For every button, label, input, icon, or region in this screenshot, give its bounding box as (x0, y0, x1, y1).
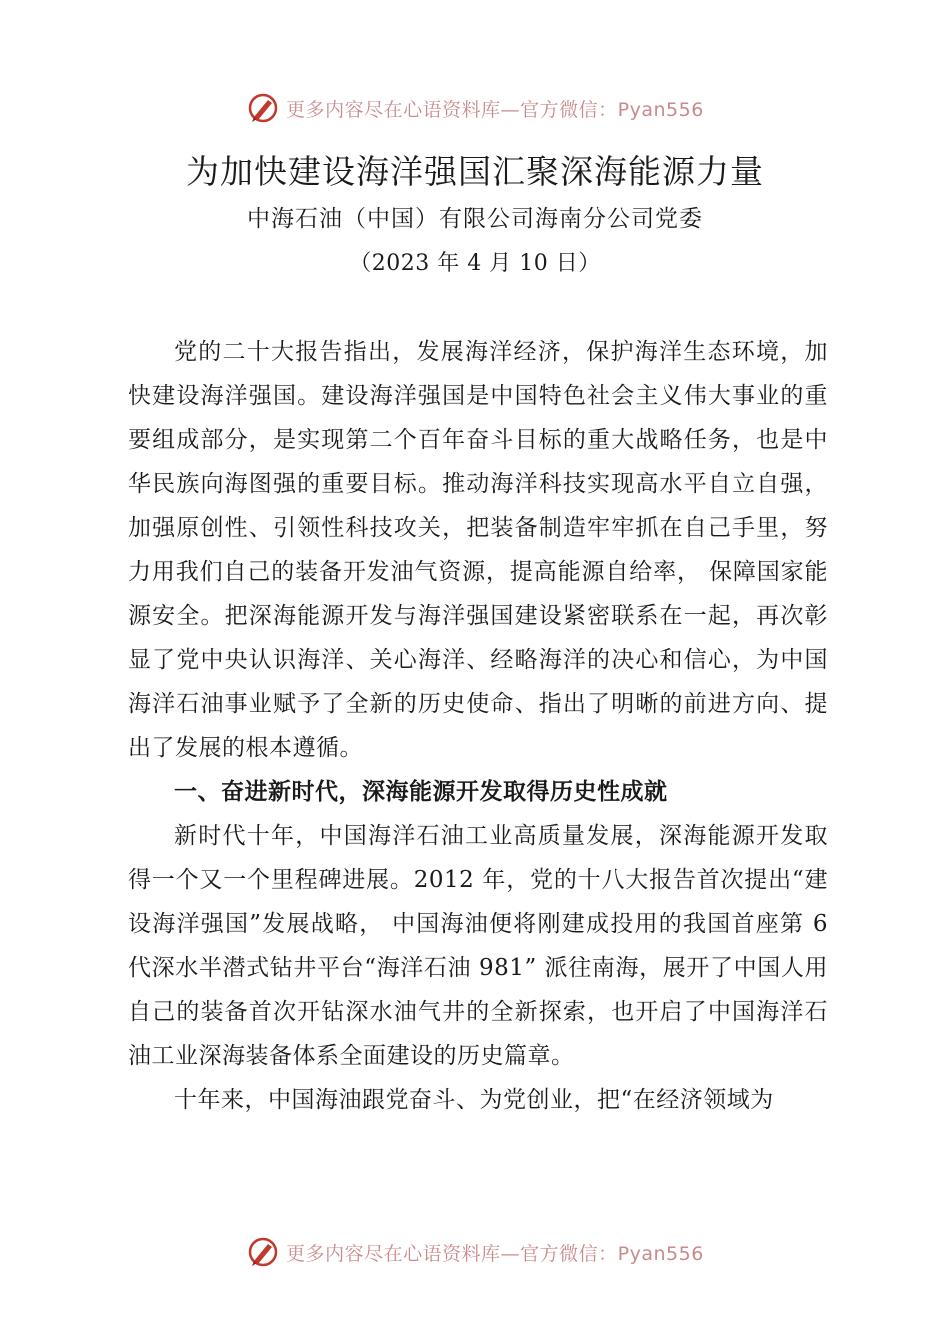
pen-logo-icon (246, 91, 280, 125)
document-author: 中海石油（中国）有限公司海南分公司党委 (247, 206, 703, 232)
watermark-text: 更多内容尽在心语资料库—官方微信：Pyan556 (286, 1242, 704, 1265)
body-paragraph-1: 党的二十大报告指出，发展海洋经济，保护海洋生态环境，加快建设海洋强国。建设海洋强国是中国特色社会主义伟大事业的重要组成部分，是实现第二个百年奋斗目标的重大战略任务，也是中华民族向海图强的重要目标。推动海洋科技实现高水平自立自强，加强原创性、引领性科技攻关，把装备制造牢牢抓在自己手里，努力用我们自己的装备开发油气资源，提高能源自给率， 保障国家能源安全。把深海能源开发与海洋强国建设紧密联系在一起，再次彰显了党中央认识海洋、关心海洋、经略海洋的决心和信心，为中国海洋石油事业赋予了全新的历史使命、指出了明晰的前进方向、提出了发展的根本遵循。 (128, 339, 828, 761)
body-paragraph-2: 新时代十年，中国海洋石油工业高质量发展，深海能源开发取得一个又一个里程碑进展。2012 年，党的十八大报告首次提出“建设海洋强国”发展战略， 中国海油便将刚建成投用的我国首座第 6 代深水半潜式钻井平台“海洋石油 981” 派往南海，展开了中国人用自己的装备首次开钻深水油气井的全新探索，也开启了中国海洋石油工业深海装备体系全面建设的历史篇章。 (128, 823, 828, 1069)
document-title: 为加快建设海洋强国汇聚深海能源力量 (186, 152, 764, 191)
watermark-text: 更多内容尽在心语资料库—官方微信：Pyan556 (286, 98, 704, 121)
watermark-wechat-id: Pyan556 (617, 98, 704, 121)
document-body (128, 330, 828, 1122)
footer-watermark (0, 1232, 950, 1272)
section-heading-1: 一、奋进新时代，深海能源开发取得历史性成就 (174, 779, 668, 805)
pen-logo-icon (246, 1235, 280, 1269)
body-paragraph-3: 十年来，中国海油跟党奋斗、为党创业，把“在经济领域为 (174, 1087, 774, 1113)
header-watermark (0, 88, 950, 128)
document-date: （2023 年 4 月 10 日） (349, 251, 601, 276)
watermark-wechat-id: Pyan556 (617, 1242, 704, 1265)
